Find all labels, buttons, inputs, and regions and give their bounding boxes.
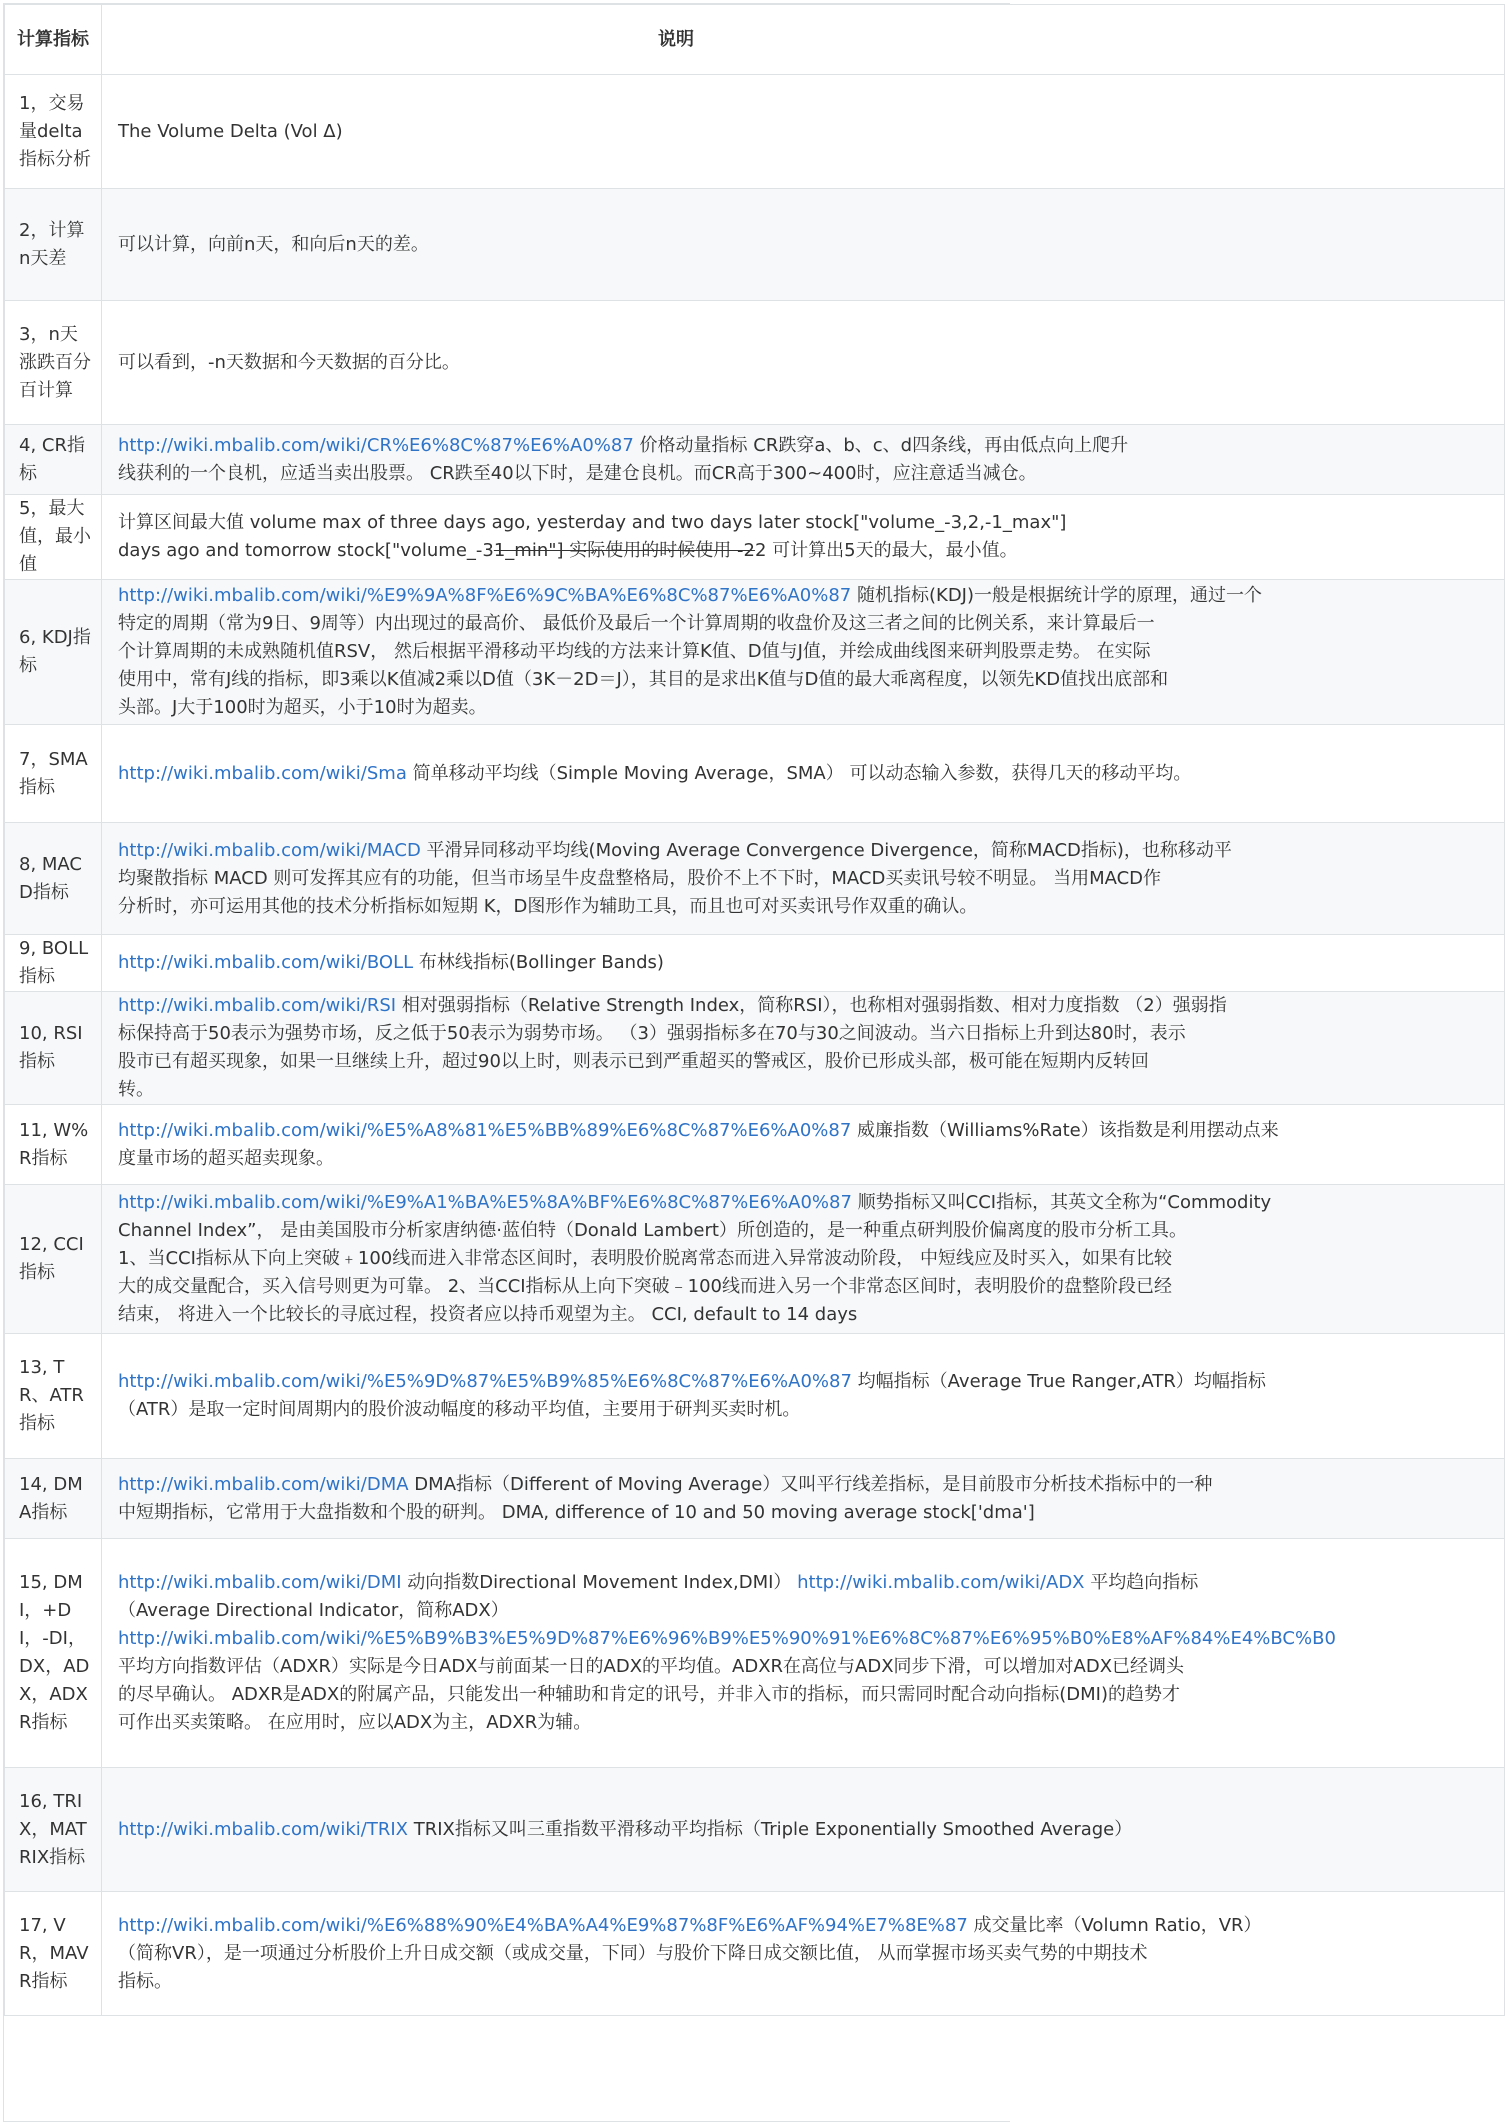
description-line	[118, 893, 1078, 921]
indicator-name-cell: 11, W%R指标	[5, 1105, 102, 1185]
description-line	[118, 1117, 1279, 1145]
indicator-description-cell	[102, 75, 1505, 189]
description-line	[118, 1499, 1078, 1527]
table-row	[5, 189, 1505, 301]
indicator-description-cell	[102, 992, 1505, 1105]
indicator-description-cell	[102, 1892, 1505, 2016]
description-line	[118, 865, 1162, 893]
description-text: 平滑异同移动平均线(Moving Average Convergence Divergence，简称MACD指标)，也称移动平	[420, 839, 1232, 861]
description-text: 指标。	[118, 1970, 172, 1992]
description-line	[118, 1273, 1172, 1301]
table-row	[5, 425, 1505, 495]
wiki-link[interactable]: http://wiki.mbalib.com/wiki/RSI	[118, 995, 397, 1016]
description-text: 可以计算，向前n天，和向后n天的差。	[118, 233, 429, 255]
description-text: 个计算周期的未成熟随机值RSV， 然后根据平滑移动平均线的方法来计算K值、D值与J值，并绘成曲线图来研判股票走势。 在实际	[118, 641, 1151, 662]
indicator-name-cell: 8, MACD指标	[5, 823, 102, 935]
description-line	[118, 949, 1078, 977]
description-line	[118, 1301, 1078, 1329]
table-row	[5, 301, 1505, 425]
description-text: days ago and tomorrow stock["volume_-3	[118, 540, 494, 561]
description-text: 1、当CCI指标从下向上突破﹢100线而进入非常态区间时，表明股价脱离常态而进入异常波动阶段， 中短线应及时买入，如果有比较	[118, 1248, 1172, 1269]
indicator-table-container[interactable]	[3, 3, 1336, 2122]
description-text: 布林线指标(Bollinger Bands)	[413, 952, 664, 973]
description-line	[118, 1912, 1262, 1940]
indicator-description-cell	[102, 935, 1505, 992]
description-line	[118, 610, 1155, 638]
wiki-link[interactable]: http://wiki.mbalib.com/wiki/BOLL	[118, 952, 414, 973]
description-line	[118, 1597, 1078, 1625]
description-line	[118, 231, 1078, 259]
description-text: 威廉指数（Williams%Rate）该指数是利用摆动点来	[851, 1119, 1279, 1141]
description-line	[118, 638, 1151, 666]
header-indicator: 计算指标	[5, 5, 102, 75]
table-row	[5, 1768, 1505, 1892]
indicator-name-cell: 9, BOLL指标	[5, 935, 102, 992]
table-row	[5, 725, 1505, 823]
strikethrough-text: 1_min"] 实际使用的时候使用 -2	[493, 540, 755, 561]
description-line	[118, 349, 1078, 377]
description-line	[118, 1569, 1199, 1597]
indicator-description-cell	[102, 495, 1505, 580]
description-text: （ATR）是取一定时间周期内的股价波动幅度的移动平均值，主要用于研判买卖时机。	[118, 1399, 801, 1420]
indicator-description-cell	[102, 1105, 1505, 1185]
table-row	[5, 1539, 1505, 1768]
description-line	[118, 1368, 1266, 1396]
wiki-link[interactable]: http://wiki.mbalib.com/wiki/%E5%9D%87%E5%B9%85%E6%8C%87%E6%A0%87	[118, 1371, 852, 1392]
description-line	[118, 1709, 1078, 1737]
table-row	[5, 823, 1505, 935]
table-row	[5, 935, 1505, 992]
description-text: 动向指数Directional Movement Index,DMI）	[401, 1572, 798, 1593]
table-row	[5, 75, 1505, 189]
description-line	[118, 1048, 1149, 1076]
description-text: Channel Index”， 是由美国股市分析家唐纳德·蓝伯特（Donald Lambert）所创造的，是一种重点研判股价偏离度的股市分析工具。	[118, 1220, 1187, 1241]
wiki-link[interactable]: http://wiki.mbalib.com/wiki/DMA	[118, 1473, 409, 1495]
description-text: 可以看到，-n天数据和今天数据的百分比。	[118, 351, 460, 373]
table-header-row	[5, 5, 1505, 75]
table-row	[5, 1459, 1505, 1539]
indicator-name-cell: 13, TR、ATR指标	[5, 1334, 102, 1459]
indicator-name-cell: 7，SMA指标	[5, 725, 102, 823]
indicator-name-cell: 2，计算n天差	[5, 189, 102, 301]
description-text: 结束， 将进入一个比较长的寻底过程，投资者应以持币观望为主。 CCI, default to 14 days	[118, 1304, 858, 1325]
description-line	[118, 460, 1078, 488]
indicator-description-cell	[102, 1539, 1505, 1768]
indicator-description-cell	[102, 1768, 1505, 1892]
wiki-link[interactable]: http://wiki.mbalib.com/wiki/%E6%88%90%E4%BA%A4%E9%87%8F%E6%AF%94%E7%8E%87	[118, 1914, 968, 1936]
wiki-link[interactable]: http://wiki.mbalib.com/wiki/Sma	[118, 762, 407, 784]
indicator-description-cell	[102, 189, 1505, 301]
description-text: 价格动量指标 CR跌穿a、b、c、d四条线，再由低点向上爬升	[633, 434, 1129, 456]
description-line	[118, 760, 1192, 788]
description-line	[118, 992, 1227, 1020]
description-text: 可作出买卖策略。 在应用时，应以ADX为主，ADXR为辅。	[118, 1712, 592, 1733]
description-text: 平均方向指数评估（ADXR）实际是今日ADX与前面某一日的ADX的平均值。ADXR在高位与ADX同步下滑，可以增加对ADX已经调头	[118, 1656, 1185, 1677]
indicator-description-cell	[102, 823, 1505, 935]
description-text: 平均趋向指标	[1084, 1572, 1199, 1593]
description-text: The Volume Delta (Vol Δ)	[118, 120, 343, 142]
description-line	[118, 1940, 1148, 1968]
indicator-name-cell: 14, DMA指标	[5, 1459, 102, 1539]
table-row	[5, 495, 1505, 580]
header-description: 说明	[102, 5, 1505, 75]
description-text: 使用中，常有J线的指标，即3乘以K值减2乘以D值（3K－2D＝J），其目的是求出K值与D值的最大乖离程度，以领先KD值找出底部和	[118, 669, 1169, 690]
description-line	[118, 1217, 1187, 1245]
description-line	[118, 1625, 1336, 1653]
description-line	[118, 1189, 1272, 1217]
description-line	[118, 1653, 1185, 1681]
indicator-description-cell	[102, 725, 1505, 823]
indicator-description-cell	[102, 301, 1505, 425]
description-text: 特定的周期（常为9日、9周等）内出现过的最高价、 最低价及最后一个计算周期的收盘价及这三者之间的比例关系，来计算最后一	[118, 613, 1155, 634]
description-text: 分析时，亦可运用其他的技术分析指标如短期 K，D图形作为辅助工具，而且也可对买卖讯号作双重的确认。	[118, 895, 978, 917]
description-text: 标保持高于50表示为强势市场，反之低于50表示为弱势市场。 （3）强弱指标多在70与30之间波动。当六日指标上升到达80时，表示	[118, 1023, 1186, 1044]
indicator-name-cell: 10, RSI指标	[5, 992, 102, 1105]
description-text: 顺势指标又叫CCI指标，其英文全称为“Commodity	[851, 1192, 1272, 1213]
description-line	[118, 1145, 1078, 1173]
description-line	[118, 1471, 1213, 1499]
description-line	[118, 1968, 1078, 1996]
indicator-description-cell	[102, 1185, 1505, 1334]
description-line	[118, 432, 1129, 460]
description-line	[118, 1396, 1078, 1424]
indicator-name-cell: 4, CR指标	[5, 425, 102, 495]
indicator-description-cell	[102, 425, 1505, 495]
description-line	[118, 1020, 1186, 1048]
indicator-name-cell: 5，最大值，最小值	[5, 495, 102, 580]
indicator-name-cell: 3，n天涨跌百分百计算	[5, 301, 102, 425]
table-row	[5, 1105, 1505, 1185]
description-text: 成交量比率（Volumn Ratio，VR）	[967, 1914, 1262, 1936]
description-text: 度量市场的超买超卖现象。	[118, 1147, 334, 1169]
description-text: 头部。J大于100时为超买，小于10时为超卖。	[118, 697, 487, 718]
wiki-link[interactable]: http://wiki.mbalib.com/wiki/TRIX	[118, 1818, 409, 1840]
indicator-description-cell	[102, 1334, 1505, 1459]
description-line	[118, 1245, 1172, 1273]
description-text: TRIX指标又叫三重指数平滑移动平均指标（Triple Exponentially Smoothed Average）	[408, 1818, 1133, 1840]
description-text: 线获利的一个良机，应适当卖出股票。 CR跌至40以下时，是建仓良机。而CR高于300~400时，应注意适当减仓。	[118, 462, 1037, 484]
indicator-name-cell: 12, CCI指标	[5, 1185, 102, 1334]
description-line	[118, 582, 1263, 610]
description-text: 的尽早确认。 ADXR是ADX的附属产品，只能发出一种辅助和肯定的讯号，并非入市的指标，而只需同时配合动向指标(DMI)的趋势才	[118, 1684, 1180, 1705]
description-text: 计算区间最大值 volume max of three days ago, yesterday and two days later stock["volume_-3,2,-1_max"]	[118, 512, 1067, 533]
indicator-name-cell: 6, KDJ指标	[5, 580, 102, 725]
wiki-link[interactable]: http://wiki.mbalib.com/wiki/MACD	[118, 839, 421, 861]
wiki-link[interactable]: http://wiki.mbalib.com/wiki/DMI	[118, 1572, 402, 1593]
description-text: 简单移动平均线（Simple Moving Average，SMA） 可以动态输入参数，获得几天的移动平均。	[406, 762, 1192, 784]
indicator-description-cell	[102, 580, 1505, 725]
description-text: （Average Directional Indicator，简称ADX）	[118, 1600, 509, 1621]
description-line	[118, 837, 1232, 865]
description-text: 相对强弱指标（Relative Strength Index，简称RSI），也称相对强弱指数、相对力度指数 （2）强弱指	[396, 995, 1227, 1016]
description-line	[118, 509, 1078, 537]
indicator-table	[4, 4, 1505, 2016]
wiki-link[interactable]: http://wiki.mbalib.com/wiki/%E9%9A%8F%E6%9C%BA%E6%8C%87%E6%A0%87	[118, 585, 852, 606]
table-row	[5, 992, 1505, 1105]
indicator-description-cell	[102, 1459, 1505, 1539]
description-line	[118, 666, 1169, 694]
description-line	[118, 1816, 1133, 1844]
description-line	[118, 537, 1078, 565]
description-text: 转。	[118, 1079, 154, 1100]
indicator-name-cell: 17, VR，MAVR指标	[5, 1892, 102, 2016]
indicator-name-cell: 16, TRIX，MATRIX指标	[5, 1768, 102, 1892]
wiki-link[interactable]: http://wiki.mbalib.com/wiki/%E5%B9%B3%E5%9D%87%E6%96%B9%E5%90%91%E6%8C%87%E6%95%B0%E8%AF%84%E4%BC%B0	[118, 1628, 1336, 1649]
table-row	[5, 1334, 1505, 1459]
description-text: （简称VR），是一项通过分析股价上升日成交额（或成交量，下同）与股价下降日成交额比值， 从而掌握市场买卖气势的中期技术	[118, 1942, 1148, 1964]
wiki-link[interactable]: http://wiki.mbalib.com/wiki/%E9%A1%BA%E5%8A%BF%E6%8C%87%E6%A0%87	[118, 1192, 852, 1213]
description-text: 2 可计算出5天的最大，最小值。	[754, 540, 1018, 561]
wiki-link[interactable]: http://wiki.mbalib.com/wiki/%E5%A8%81%E5%BB%89%E6%8C%87%E6%A0%87	[118, 1119, 852, 1141]
wiki-link[interactable]: http://wiki.mbalib.com/wiki/ADX	[797, 1572, 1085, 1593]
table-row	[5, 1892, 1505, 2016]
indicator-name-cell: 1，交易量delta指标分析	[5, 75, 102, 189]
description-line	[118, 1681, 1180, 1709]
table-row	[5, 1185, 1505, 1334]
description-text: 中短期指标，它常用于大盘指数和个股的研判。 DMA, difference of 10 and 50 moving average stock['dma']	[118, 1501, 1035, 1523]
description-text: 股市已有超买现象，如果一旦继续上升，超过90以上时，则表示已到严重超买的警戒区，股价已形成头部，极可能在短期内反转回	[118, 1051, 1149, 1072]
description-text: 均幅指标（Average True Ranger,ATR）均幅指标	[851, 1371, 1266, 1392]
description-line	[118, 1076, 1078, 1104]
description-line	[118, 694, 1078, 722]
description-line	[118, 118, 1078, 146]
table-row	[5, 580, 1505, 725]
description-text: 随机指标(KDJ)一般是根据统计学的原理，通过一个	[851, 585, 1263, 606]
indicator-name-cell: 15, DMI，+DI，-DI，DX，ADX，ADXR指标	[5, 1539, 102, 1768]
description-text: 大的成交量配合，买入信号则更为可靠。 2、当CCI指标从上向下突破﹣100线而进入另一个非常态区间时，表明股价的盘整阶段已经	[118, 1276, 1172, 1297]
description-text: 均聚散指标 MACD 则可发挥其应有的功能，但当市场呈牛皮盘整格局，股价不上不下时，MACD买卖讯号较不明显。 当用MACD作	[118, 867, 1162, 889]
wiki-link[interactable]: http://wiki.mbalib.com/wiki/CR%E6%8C%87%E6%A0%87	[118, 434, 634, 456]
description-text: DMA指标（Different of Moving Average）又叫平行线差指标，是目前股市分析技术指标中的一种	[408, 1473, 1213, 1495]
